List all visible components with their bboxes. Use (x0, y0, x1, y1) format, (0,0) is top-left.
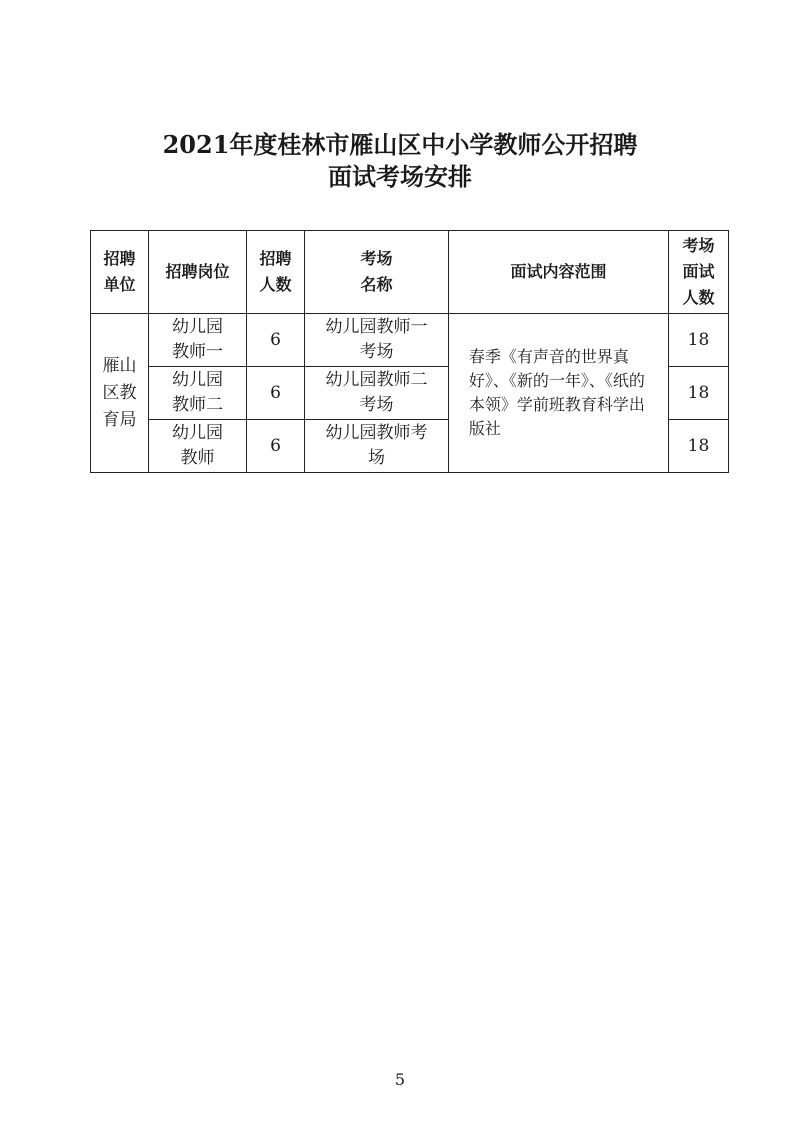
post-cell: 幼儿园教师 (149, 420, 247, 473)
room-count-cell: 18 (669, 367, 729, 420)
scope-cell: 春季《有声音的世界真好》、《新的一年》、《纸的本领》学前班教育科学出版社 (449, 314, 669, 473)
post-cell: 幼儿园教师二 (149, 367, 247, 420)
table-header-row (91, 231, 729, 314)
page-title: 2021年度桂林市雁山区中小学教师公开招聘 (162, 130, 638, 159)
room-cell: 幼儿园教师一考场 (305, 314, 449, 367)
room-cell: 幼儿园教师考场 (305, 420, 449, 473)
count-cell: 6 (247, 420, 305, 473)
count-cell: 6 (247, 367, 305, 420)
header-unit: 招聘单位 (91, 231, 149, 314)
header-count: 招聘人数 (247, 231, 305, 314)
room-count-cell: 18 (669, 420, 729, 473)
table-row (91, 314, 729, 367)
page-subtitle: 面试考场安排 (328, 162, 472, 191)
post-cell: 幼儿园教师一 (149, 314, 247, 367)
header-room-count: 考场面试人数 (669, 231, 729, 314)
header-scope: 面试内容范围 (449, 231, 669, 314)
room-count-cell: 18 (669, 314, 729, 367)
count-cell: 6 (247, 314, 305, 367)
unit-cell: 雁山区教育局 (91, 314, 149, 473)
header-post: 招聘岗位 (149, 231, 247, 314)
room-cell: 幼儿园教师二考场 (305, 367, 449, 420)
page-number: 5 (394, 1070, 406, 1089)
exam-arrangement-table (90, 230, 729, 473)
header-room: 考场名称 (305, 231, 449, 314)
